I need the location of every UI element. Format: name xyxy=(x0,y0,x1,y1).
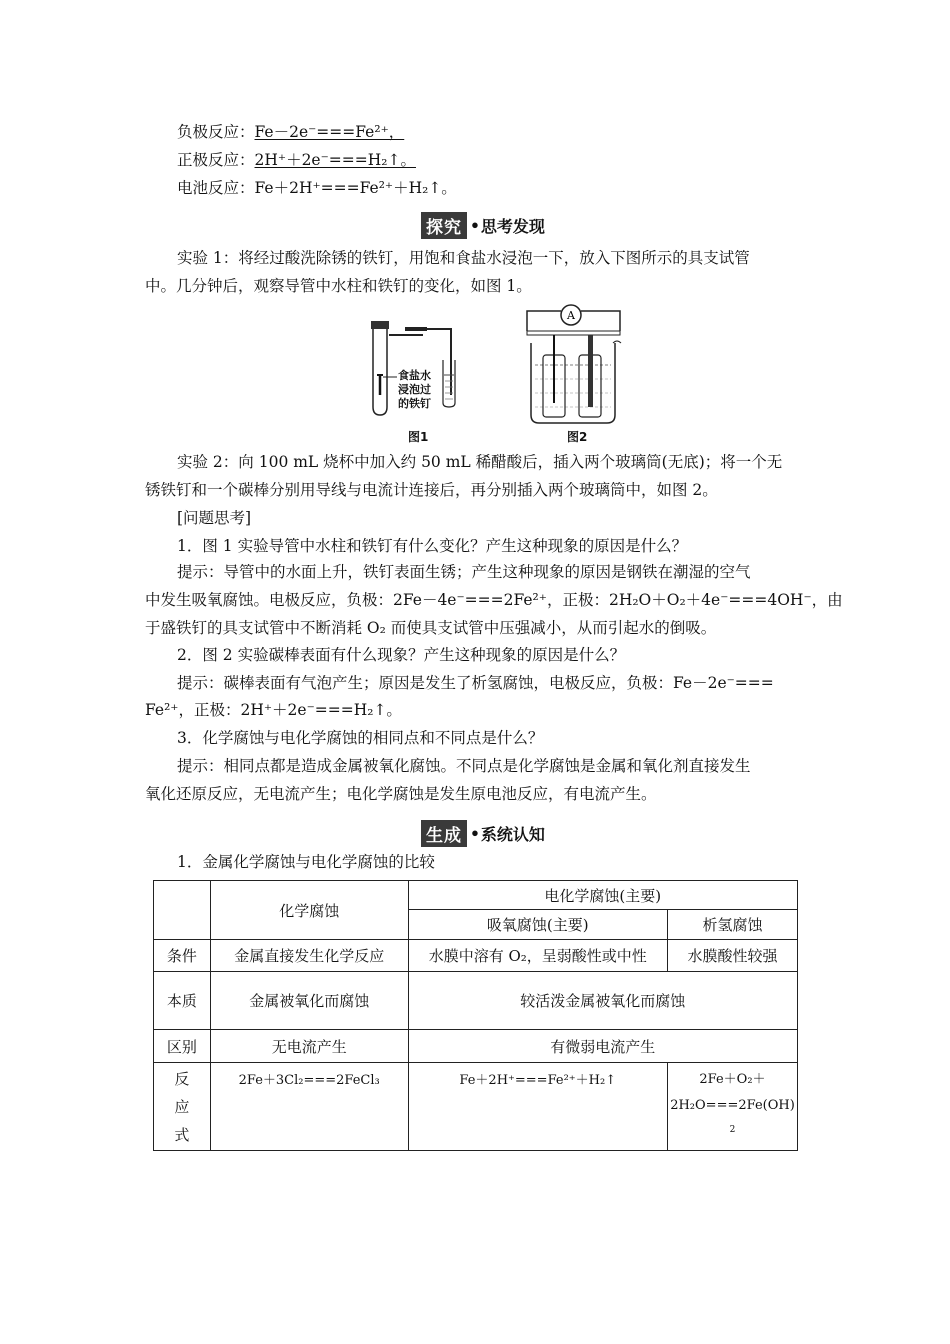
section-badge: 生成 xyxy=(421,820,467,847)
answer-1-line2: 中发生吸氧腐蚀。电极反应，负极：2Fe－4e⁻===2Fe²⁺，正极：2H₂O＋O₂＋4e⁻===4OH⁻，由 xyxy=(145,591,843,609)
cell-chem: 金属被氧化而腐蚀 xyxy=(210,972,408,1030)
answer-1-line3: 于盛铁钉的具支试管中不断消耗 O₂ 而使具支试管中压强减小，从而引起水的倒吸。 xyxy=(145,619,717,637)
section-heading-generate xyxy=(421,820,545,847)
negative-reaction xyxy=(177,122,404,142)
cell-oxygen: 水膜中溶有 O₂，呈弱酸性或中性 xyxy=(408,940,667,972)
header-hydrogen: 析氢腐蚀 xyxy=(667,910,797,940)
reaction-subscript: 2 xyxy=(729,1125,736,1135)
question-1: 1．图 1 实验导管中水柱和铁钉有什么变化？产生这种现象的原因是什么？ xyxy=(177,537,688,555)
figure-1-label-line: 浸泡过 xyxy=(398,383,431,396)
figure-1 xyxy=(365,315,465,425)
header-electro: 电化学腐蚀(主要) xyxy=(408,881,797,910)
questions-header: [问题思考] xyxy=(177,509,252,527)
header-oxygen: 吸氧腐蚀(主要) xyxy=(408,910,667,940)
figure-1-label-line: 的铁钉 xyxy=(398,397,431,410)
row-label: 本质 xyxy=(154,972,211,1030)
comparison-table xyxy=(153,880,798,1151)
table-row xyxy=(154,1063,798,1151)
answer-2-line2: Fe²⁺，正极：2H⁺＋2e⁻===H₂↑。 xyxy=(145,701,402,719)
positive-equation: 2H⁺＋2e⁻===H₂↑。 xyxy=(254,151,416,169)
answer-3-line2: 氧化还原反应，无电流产生；电化学腐蚀是发生原电池反应，有电流产生。 xyxy=(145,785,657,803)
negative-label: 负极反应： xyxy=(177,123,255,141)
question-2: 2．图 2 实验碳棒表面有什么现象？产生这种现象的原因是什么？ xyxy=(177,646,626,664)
table-row xyxy=(154,972,798,1030)
exp2-line1: 实验 2：向 100 mL 烧杯中加入约 50 mL 稀醋酸后，插入两个玻璃筒(无底)；将一个无 xyxy=(177,453,783,471)
section-badge: 探究 xyxy=(421,212,467,239)
reaction-line: 2H₂O===2Fe(OH) xyxy=(670,1098,795,1113)
section-heading-explore xyxy=(421,212,545,239)
cell-chem: 无电流产生 xyxy=(210,1030,408,1063)
row-label-char: 应 xyxy=(174,1097,190,1116)
answer-3-line1: 提示：相同点都是造成金属被氧化腐蚀。不同点是化学腐蚀是金属和氧化剂直接发生 xyxy=(177,757,751,775)
cell-equation: Fe＋2H⁺===Fe²⁺＋H₂↑。 xyxy=(254,179,457,197)
exp1-line2: 中。几分钟后，观察导管中水柱和铁钉的变化，如图 1。 xyxy=(145,277,532,295)
section-title: 系统认知 xyxy=(480,825,545,844)
table-header-row xyxy=(154,881,798,910)
row-label-reaction xyxy=(154,1063,211,1151)
table-row xyxy=(154,1030,798,1063)
cell-label: 电池反应： xyxy=(177,179,255,197)
figure-2-drawing xyxy=(525,303,625,428)
reaction-line: 2Fe＋O₂＋ xyxy=(699,1072,766,1087)
bullet-dot: • xyxy=(470,216,480,235)
row-label-char: 式 xyxy=(174,1125,190,1144)
cell-chem: 2Fe＋3Cl₂===2FeCl₃ xyxy=(210,1063,408,1151)
bullet-dot: • xyxy=(470,824,480,843)
exp1-line1: 实验 1：将经过酸洗除锈的铁钉，用饱和食盐水浸泡一下，放入下图所示的具支试管 xyxy=(177,249,750,267)
table-title: 1．金属化学腐蚀与电化学腐蚀的比较 xyxy=(177,853,435,871)
cell-oxygen: Fe＋2H⁺===Fe²⁺＋H₂↑ xyxy=(408,1063,667,1151)
figure-2-caption: 图2 xyxy=(567,430,588,444)
cell-hydrogen: 水膜酸性较强 xyxy=(667,940,797,972)
figure-1-caption: 图1 xyxy=(408,430,429,444)
cell-hydrogen-reaction xyxy=(667,1063,797,1151)
figure-2 xyxy=(525,303,625,428)
table-row xyxy=(154,940,798,972)
cell-reaction xyxy=(177,178,457,198)
row-label: 区别 xyxy=(154,1030,211,1063)
answer-1-line1: 提示：导管中的水面上升，铁钉表面生锈；产生这种现象的原因是钢铁在潮湿的空气 xyxy=(177,563,751,581)
header-chem: 化学腐蚀 xyxy=(210,881,408,940)
row-label: 条件 xyxy=(154,940,211,972)
ammeter-letter: A xyxy=(567,309,575,322)
exp2-line2: 锈铁钉和一个碳棒分别用导线与电流计连接后，再分别插入两个玻璃筒中，如图 2。 xyxy=(145,481,718,499)
positive-reaction xyxy=(177,150,416,170)
negative-equation: Fe－2e⁻===Fe²⁺， xyxy=(254,123,405,141)
cell-electro: 较活泼金属被氧化而腐蚀 xyxy=(408,972,797,1030)
answer-2-line1: 提示：碳棒表面有气泡产生；原因是发生了析氢腐蚀，电极反应，负极：Fe－2e⁻=== xyxy=(177,674,774,692)
figure-1-label-line: 食盐水 xyxy=(398,369,431,382)
section-title: 思考发现 xyxy=(480,217,545,236)
cell-chem: 金属直接发生化学反应 xyxy=(210,940,408,972)
row-label-char: 反 xyxy=(174,1069,190,1088)
positive-label: 正极反应： xyxy=(177,151,255,169)
figure-1-label xyxy=(398,369,431,411)
question-3: 3．化学腐蚀与电化学腐蚀的相同点和不同点是什么？ xyxy=(177,729,544,747)
cell-electro: 有微弱电流产生 xyxy=(408,1030,797,1063)
header-empty-cell xyxy=(154,881,211,940)
